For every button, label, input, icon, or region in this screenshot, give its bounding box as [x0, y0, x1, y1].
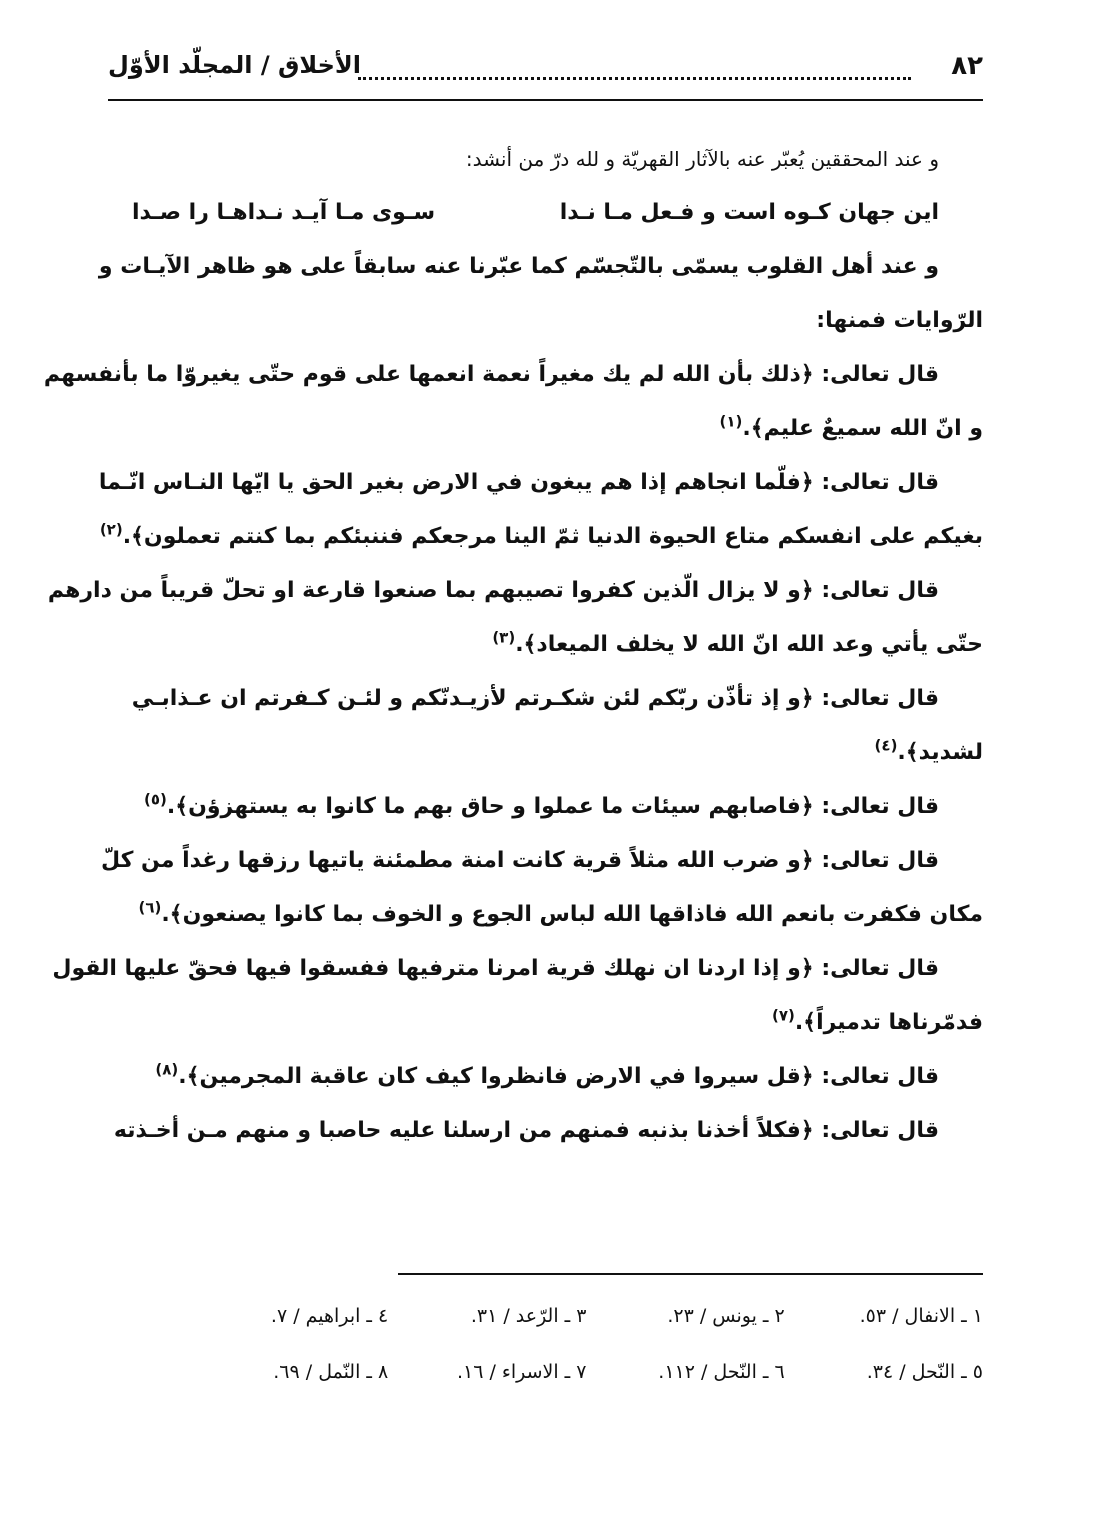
footnote: ٣ ـ الرّعد / ٣١.	[470, 1305, 587, 1327]
footnote: ٢ ـ يونس / ٢٣.	[667, 1305, 785, 1327]
text-line: قال تعالى: ﴿ذلك بأن الله لم يك مغيراً نعمة انعمها على قوم حتّى يغيروّا ما بأنفسهم	[43, 362, 939, 387]
text-line: قال تعالى: ﴿و إذ تأذّن ربّكم لئن شكـرتم لأزيـدنّكم و لئـن كـفرتم ان عـذابـي	[131, 686, 939, 711]
text-line	[108, 726, 983, 780]
text-line: قال تعالى: ﴿فلّما انجاهم إذا هم يبغون في الارض بغير الحق يا ايّها النـاس انّـما	[98, 470, 939, 495]
text-line: الرّوايات فمنها:	[816, 308, 983, 333]
verse-hemistich-right: اين جهان كـوه است و فـعل مـا نـدا	[559, 200, 939, 225]
quote-text: بغيكم على انفسكم متاع الحيوة الدنيا ثمّ الينا مرجعكم فننبئكم بما كنتم تعملون﴾.	[122, 524, 983, 549]
text-line: قال تعالى: ﴿و إذا اردنا ان نهلك قرية امرنا مترفيها ففسقوا فيها فحقّ عليها القول	[52, 956, 939, 981]
text-line	[108, 888, 983, 942]
footnote: ٧ ـ الاسراء / ١٦.	[456, 1361, 587, 1383]
text-line	[108, 1050, 983, 1104]
main-text	[43, 132, 983, 1158]
footnote-ref: (٦)	[138, 898, 162, 917]
footnote: ٥ ـ النّحل / ٣٤.	[866, 1361, 983, 1383]
footnote-ref: (٢)	[99, 520, 123, 539]
footnote-ref: (٥)	[143, 790, 167, 809]
persian-verse	[108, 186, 983, 240]
text-line	[108, 780, 983, 834]
footnote-ref: (٤)	[874, 736, 898, 755]
text-line	[108, 402, 983, 456]
text-line: قال تعالى: ﴿فكلاً أخذنا بذنبه فمنهم من ارسلنا عليه حاصبا و منهم مـن أخـذته	[113, 1118, 939, 1143]
quote-text: قال تعالى: ﴿فاصابهم سيئات ما عملوا و حاق بهم ما كانوا به يستهزؤن﴾.	[166, 794, 939, 819]
verse-hemistich-left: سـوى مـا آيـد نـداهـا را صـدا	[132, 200, 436, 225]
footnote: ٨ ـ النّمل / ٦٩.	[273, 1361, 389, 1383]
footnote-divider	[398, 1273, 983, 1275]
footnote: ١ ـ الانفال / ٥٣.	[859, 1305, 983, 1327]
footnotes	[190, 1305, 983, 1417]
quote-text: حتّى يأتي وعد الله انّ الله لا يخلف الميعاد﴾.	[515, 632, 983, 657]
quote-text: مكان فكفرت بانعم الله فاذاقها الله لباس الجوع و الخوف بما كانوا يصنعون﴾.	[161, 902, 983, 927]
quote-text: فدمّرناها تدميراً﴾.	[794, 1010, 983, 1035]
footnote: ٦ ـ النّحل / ١١٢.	[658, 1361, 785, 1383]
page-header	[108, 45, 983, 101]
text-line: قال تعالى: ﴿و ضرب الله مثلاً قرية كانت امنة مطمئنة ياتيها رزقها رغداً من كلّ	[100, 848, 939, 873]
text-line: قال تعالى: ﴿و لا يزال الّذين كفروا تصيبهم بما صنعوا قارعة او تحلّ قريباً من دارهم	[47, 578, 939, 603]
footnote-row	[190, 1361, 983, 1417]
footnote-ref: (١)	[719, 412, 743, 431]
footnote-ref: (٧)	[771, 1006, 795, 1025]
quote-text: و انّ الله سميعٌ عليم﴾.	[742, 416, 983, 441]
text-line	[108, 618, 983, 672]
quote-text: قال تعالى: ﴿قل سيروا في الارض فانظروا كيف كان عاقبة المجرمين﴾.	[178, 1064, 939, 1089]
quote-text: لشديد﴾.	[897, 740, 983, 765]
footnote: ٤ ـ ابراهيم / ٧.	[270, 1305, 389, 1327]
text-line: و عند أهل القلوب يسمّى بالتّجسّم كما عبّرنا عنه سابقاً على هو ظاهر الآيـات و	[98, 254, 939, 279]
text-line: و عند المحققين يُعبّر عنه بالآثار القهريّة و لله درّ من أنشد:	[465, 147, 939, 171]
footnote-row	[190, 1305, 983, 1361]
running-title: الأخلاق / المجلّد الأوّل	[108, 51, 362, 79]
page-number: ٨٢	[951, 51, 983, 81]
text-line	[108, 996, 983, 1050]
footnote-ref: (٣)	[492, 628, 516, 647]
footnote-ref: (٨)	[155, 1060, 179, 1079]
header-leader-dots	[358, 77, 911, 80]
text-line	[99, 510, 983, 564]
